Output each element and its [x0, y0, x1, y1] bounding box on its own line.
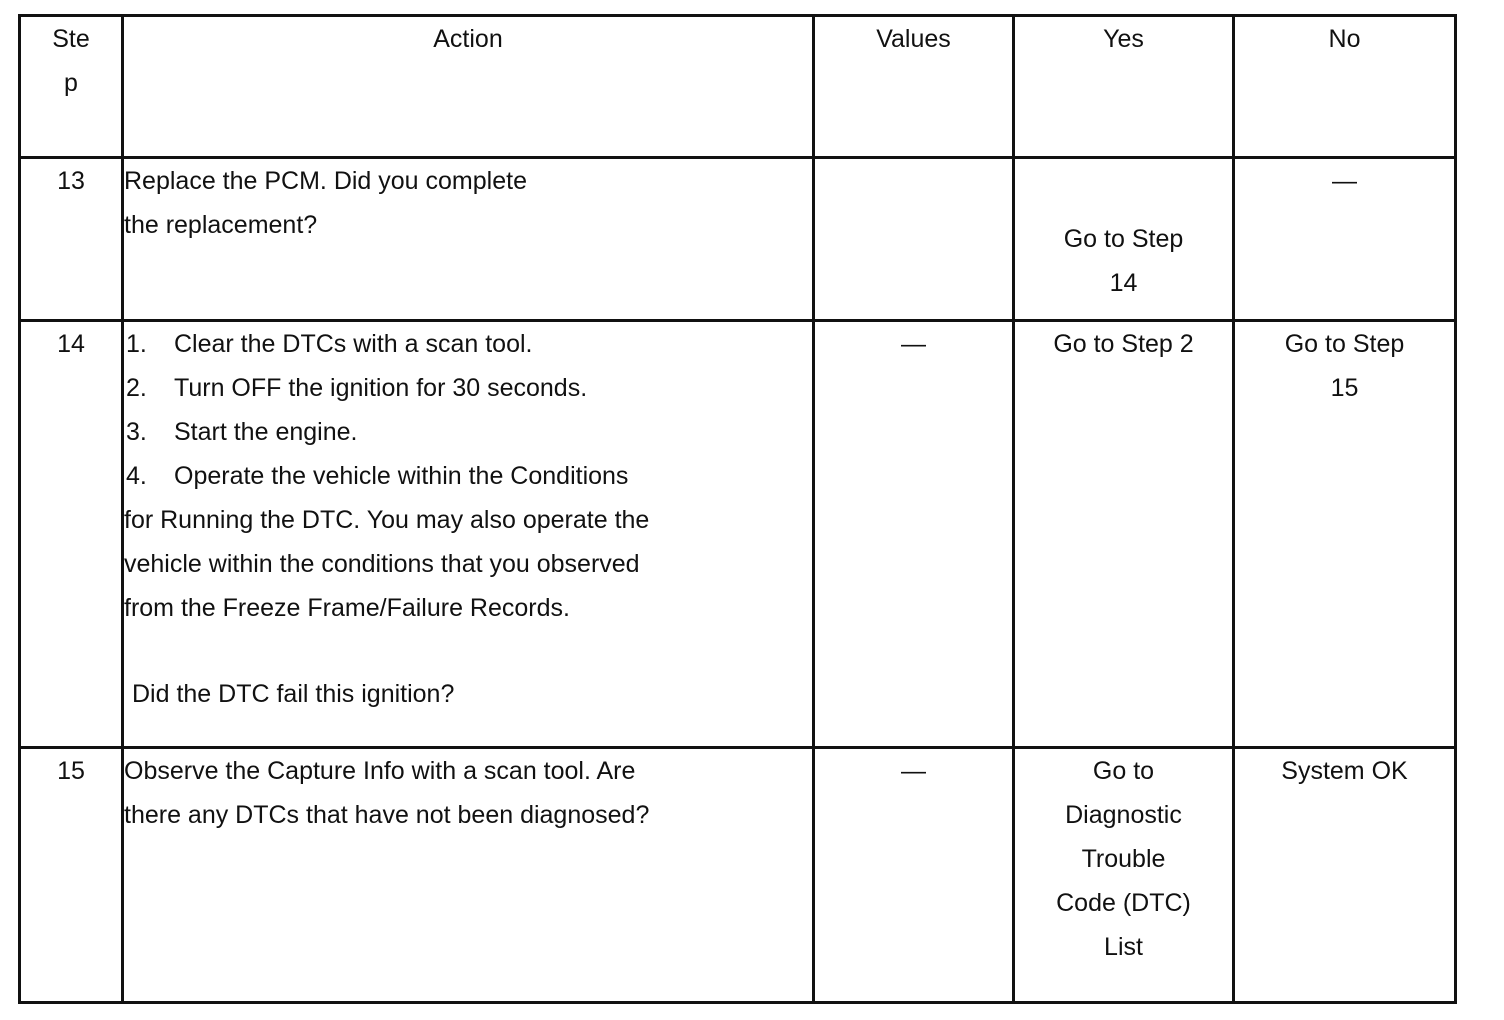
- header-step: Step: [20, 16, 123, 158]
- list-item: 3. Start the engine.: [126, 418, 358, 446]
- action-cell: [123, 321, 814, 748]
- action-line: the replacement?: [124, 211, 318, 239]
- header-action: Action: [123, 16, 814, 158]
- no-line: 15: [1330, 374, 1359, 402]
- step-number: 14: [20, 321, 123, 748]
- values-cell: [814, 158, 1014, 321]
- yes-cell: [1014, 321, 1234, 748]
- header-values: Values: [814, 16, 1014, 158]
- diagnostic-table: [18, 14, 1457, 1004]
- table-row: [20, 158, 1456, 321]
- step-number: 15: [20, 748, 123, 1003]
- list-item: 4. Operate the vehicle within the Conditions: [126, 462, 629, 490]
- header-row: [20, 16, 1456, 158]
- action-cell: [123, 158, 814, 321]
- step-number: 13: [20, 158, 123, 321]
- yes-line: 14: [1109, 269, 1138, 297]
- diagnostic-table-sheet: [18, 14, 1454, 1001]
- yes-cell: [1014, 158, 1234, 321]
- yes-line: List: [1104, 933, 1143, 961]
- yes-line: Diagnostic: [1065, 801, 1182, 829]
- action-line: Replace the PCM. Did you complete: [124, 167, 527, 195]
- yes-cell: [1014, 748, 1234, 1003]
- values-cell: —: [814, 748, 1014, 1003]
- no-cell: [1234, 748, 1456, 1003]
- no-value: —: [1332, 167, 1357, 195]
- yes-line: Go to Step: [1063, 225, 1184, 253]
- table-row: [20, 321, 1456, 748]
- action-line: there any DTCs that have not been diagnosed?: [124, 801, 650, 829]
- header-no: No: [1234, 16, 1456, 158]
- no-line: Go to Step: [1284, 330, 1405, 358]
- values-cell: —: [814, 321, 1014, 748]
- action-continuation: from the Freeze Frame/Failure Records.: [124, 594, 570, 622]
- yes-line: Go to Step 2: [1053, 330, 1194, 358]
- header-yes: Yes: [1014, 16, 1234, 158]
- yes-line: Trouble: [1081, 845, 1166, 873]
- action-question: Did the DTC fail this ignition?: [132, 680, 455, 708]
- yes-line: Go to: [1092, 757, 1155, 785]
- action-cell: [123, 748, 814, 1003]
- no-cell: [1234, 321, 1456, 748]
- yes-line: Code (DTC): [1056, 889, 1191, 917]
- action-continuation: for Running the DTC. You may also operate the: [124, 506, 650, 534]
- list-item: 1. Clear the DTCs with a scan tool.: [126, 330, 533, 358]
- action-continuation: vehicle within the conditions that you observed: [124, 550, 640, 578]
- no-cell: [1234, 158, 1456, 321]
- action-line: Observe the Capture Info with a scan tool. Are: [124, 757, 636, 785]
- action-steps-list: [124, 322, 812, 498]
- table-row: [20, 748, 1456, 1003]
- list-item: 2. Turn OFF the ignition for 30 seconds.: [126, 374, 588, 402]
- no-value: System OK: [1281, 757, 1408, 785]
